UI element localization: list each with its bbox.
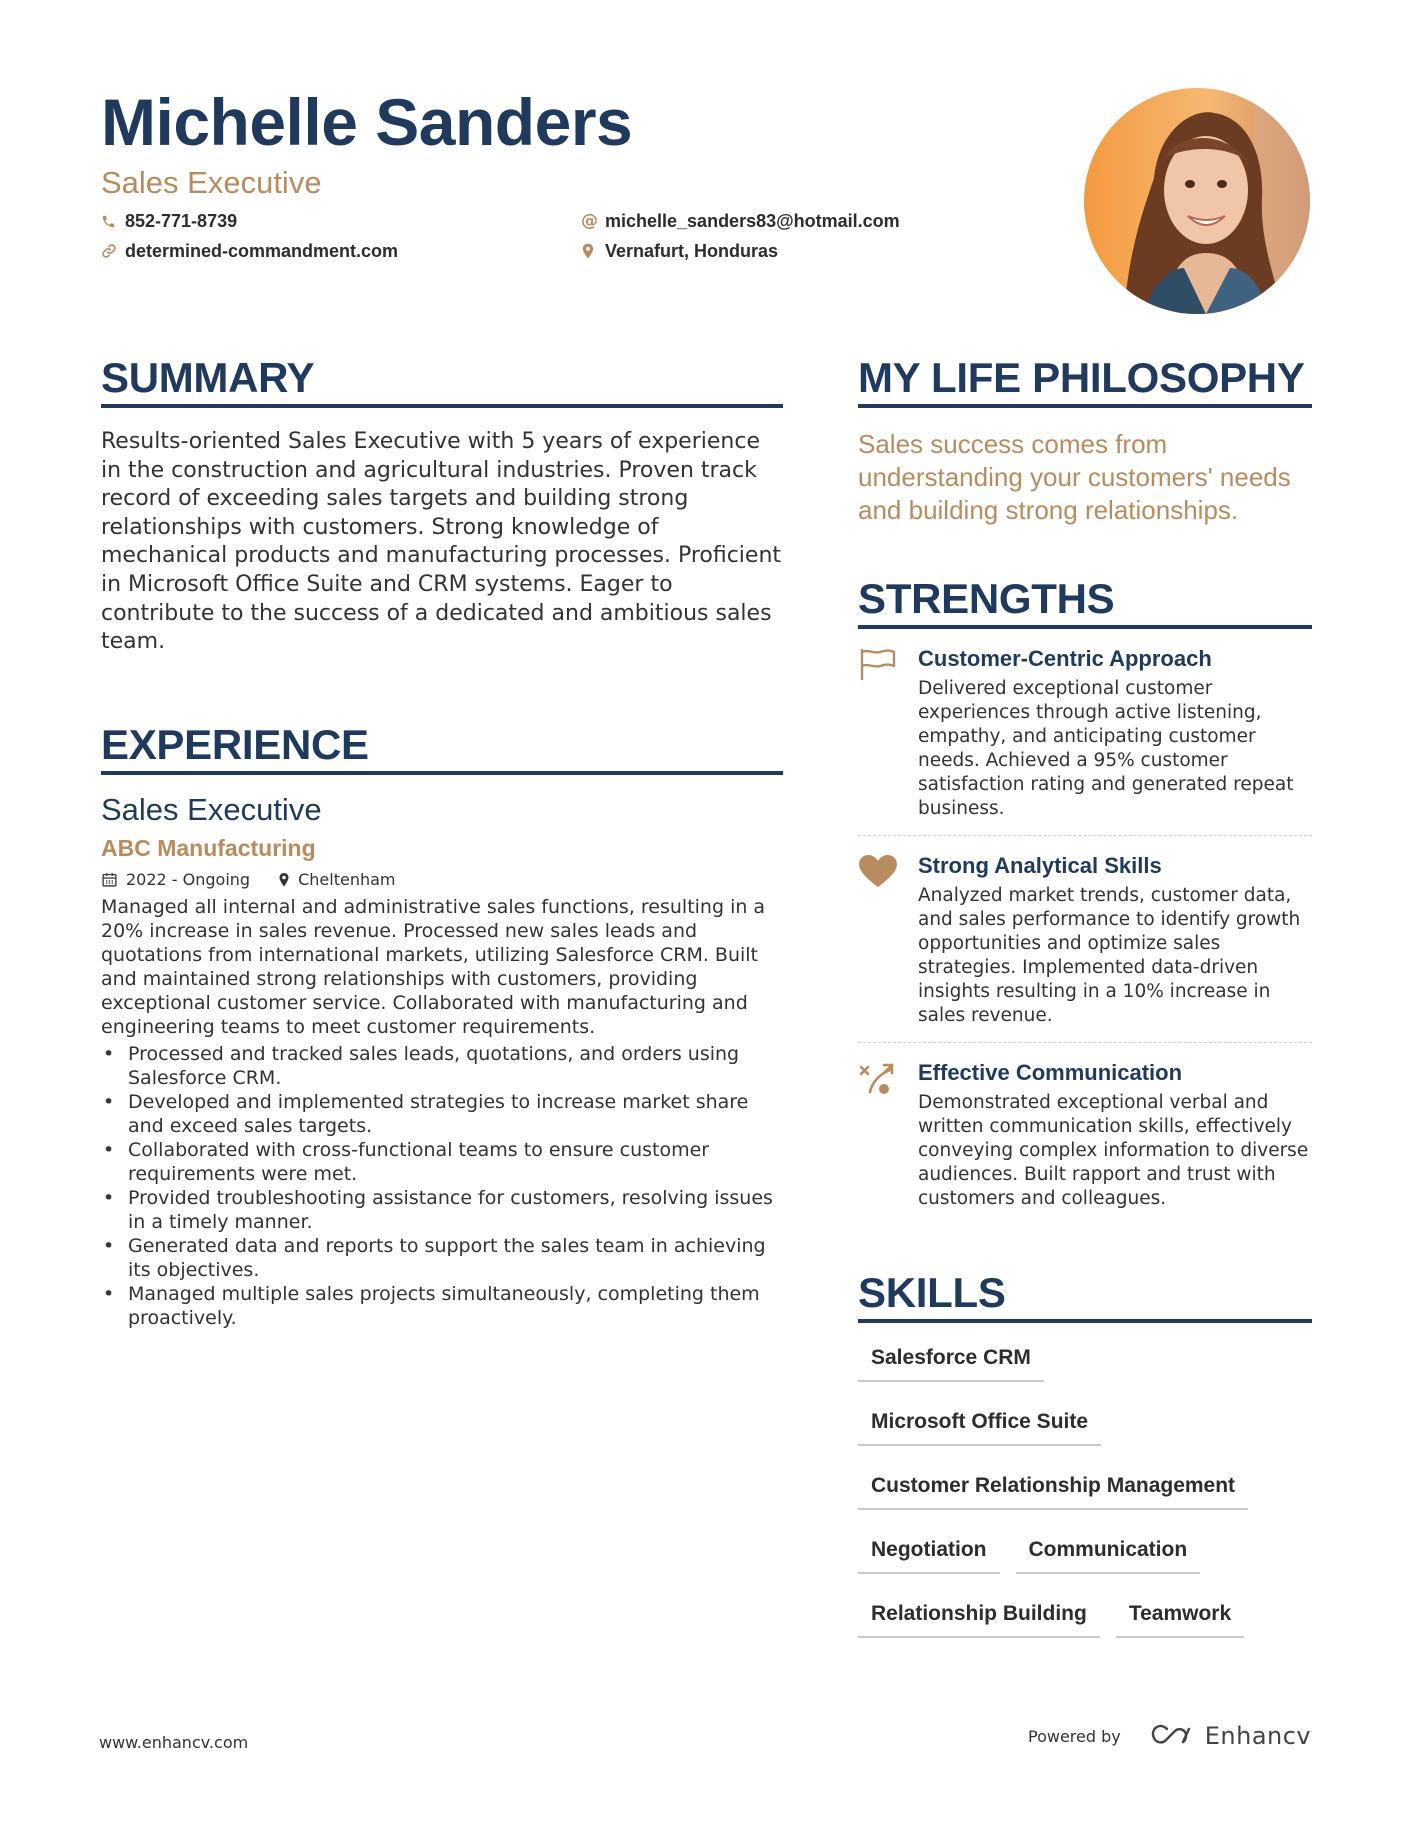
skill-tag: Microsoft Office Suite (858, 1403, 1101, 1446)
strengths-section (858, 575, 1312, 1225)
skill-tag: Customer Relationship Management (858, 1467, 1248, 1510)
philosophy-text: Sales success comes from understanding your customers' needs and building strong relationships. (858, 429, 1291, 525)
strategy-icon (858, 1059, 918, 1211)
contact-location (581, 240, 1001, 262)
skill-tag: Relationship Building (858, 1595, 1100, 1638)
at-icon: @ (581, 211, 598, 231)
strength-title: Strong Analytical Skills (918, 853, 1162, 878)
summary-heading: SUMMARY (101, 354, 783, 408)
experience-bullet: • Generated data and reports to support the sales team in achieving its objectives. (101, 1234, 783, 1282)
philosophy-section (858, 354, 1312, 527)
candidate-title: Sales Executive (101, 165, 322, 200)
experience-dates: 2022 - Ongoing (126, 870, 251, 890)
strength-item (858, 852, 1312, 1043)
experience-bullets (101, 1042, 783, 1330)
skill-tag: Communication (1016, 1531, 1201, 1574)
contact-website[interactable] (101, 240, 581, 262)
brand-name: Enhancv (1204, 1722, 1312, 1750)
enhancv-logo-icon (1147, 1723, 1195, 1749)
summary-text: Results-oriented Sales Executive with 5 years of experience in the construction and agricultural industries. Proven track record of exceeding sales targets and building strong relationships with customers. Strong knowledge of mechanical products and manufacturing processes. Proficient in Microsoft Office Suite and CRM systems. Eager to contribute to the success of a dedicated and ambitious sales team. (101, 429, 782, 655)
calendar-icon (101, 871, 118, 888)
skills-heading: SKILLS (858, 1269, 1312, 1323)
resume-header (101, 84, 1061, 262)
strength-item (858, 1059, 1312, 1225)
experience-bullet: • Managed multiple sales projects simultaneously, completing them proactively. (101, 1282, 783, 1330)
strength-item (858, 645, 1312, 836)
skill-tag: Negotiation (858, 1531, 1000, 1574)
strength-title: Customer-Centric Approach (918, 646, 1212, 671)
experience-bullet: • Provided troubleshooting assistance for customers, resolving issues in a timely manner. (101, 1186, 783, 1234)
phone-icon (101, 214, 125, 229)
heart-icon (858, 852, 918, 1028)
summary-section (101, 354, 783, 657)
skills-section (858, 1269, 1312, 1659)
location-pin-icon (278, 872, 290, 888)
strengths-heading: STRENGTHS (858, 575, 1312, 629)
experience-bullet: • Processed and tracked sales leads, quotations, and orders using Salesforce CRM. (101, 1042, 783, 1090)
link-icon (101, 243, 125, 259)
experience-description: Managed all internal and administrative sales functions, resulting in a 20% increase in sales revenue. Processed new sales leads and quotations from international markets, utilizing Salesforce CRM. Built and maintained strong relationships with customers, providing exceptional customer service. Collaborated with manufacturing and engineering teams to meet customer requirements. (101, 895, 766, 1038)
footer-branding (1028, 1722, 1311, 1750)
powered-by-label: Powered by (1028, 1726, 1121, 1746)
footer-website[interactable]: www.enhancv.com (99, 1733, 249, 1752)
strength-description: Delivered exceptional customer experiences through active listening, empathy, and anticipating customer needs. Achieved a 95% customer satisfaction rating and generated repeat business. (918, 678, 1294, 819)
experience-location-text: Cheltenham (298, 870, 396, 890)
strengths-list (858, 645, 1312, 1225)
right-column (858, 354, 1312, 1659)
contact-info (101, 210, 1061, 262)
phone-text: 852-771-8739 (125, 210, 238, 231)
experience-heading: EXPERIENCE (101, 721, 783, 775)
left-column (101, 354, 783, 1330)
experience-bullet: • Developed and implemented strategies to increase market share and exceed sales targets. (101, 1090, 783, 1138)
experience-company: ABC Manufacturing (101, 834, 316, 861)
contact-phone (101, 210, 581, 232)
profile-photo (1084, 88, 1310, 314)
location-pin-icon (581, 243, 605, 259)
website-text[interactable]: determined-commandment.com (125, 240, 399, 261)
experience-location (278, 870, 395, 889)
experience-item (101, 791, 783, 1330)
strength-title: Effective Communication (918, 1060, 1183, 1085)
brand-logo[interactable] (1147, 1722, 1311, 1750)
experience-section (101, 721, 783, 1330)
email-text[interactable]: michelle_sanders83@hotmail.com (605, 210, 900, 231)
philosophy-heading: MY LIFE PHILOSOPHY (858, 354, 1312, 408)
strength-description: Analyzed market trends, customer data, and sales performance to identify growth opportunities and optimize sales strategies. Implemented data-driven insights resulting in a 10% increase in sales revenue. (918, 885, 1301, 1026)
skills-list (858, 1339, 1318, 1659)
contact-email[interactable] (581, 210, 1001, 232)
experience-meta (101, 869, 783, 891)
skill-tag: Salesforce CRM (858, 1339, 1044, 1382)
flag-icon (858, 645, 918, 821)
strength-description: Demonstrated exceptional verbal and written communication skills, effectively conveying complex information to diverse audiences. Built rapport and trust with customers and colleagues. (918, 1092, 1309, 1209)
experience-role: Sales Executive (101, 791, 322, 827)
experience-bullet: • Collaborated with cross-functional teams to ensure customer requirements were met. (101, 1138, 783, 1186)
candidate-name: Michelle Sanders (101, 85, 633, 159)
skill-tag: Teamwork (1116, 1595, 1244, 1638)
location-text: Vernafurt, Honduras (605, 240, 779, 261)
